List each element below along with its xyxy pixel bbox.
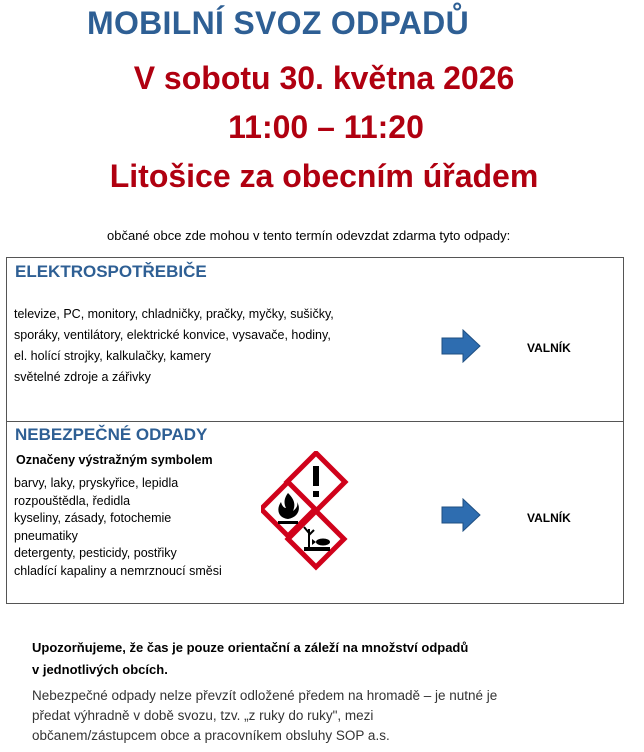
intro-text: občané obce zde mohou v tento termín odevzdat zdarma tyto odpady: (107, 228, 511, 243)
list-item: el. holící strojky, kalkulačky, kamery (14, 349, 211, 363)
section-electronics (6, 257, 624, 422)
item-list (14, 475, 222, 580)
list-item: sporáky, ventilátory, elektrické konvice, vysavače, hodiny, (14, 328, 331, 342)
section-subtitle: Označeny výstražným symbolem (16, 453, 213, 467)
arrow-right-icon (441, 329, 481, 363)
list-item: kyseliny, zásady, fotochemie (14, 511, 172, 525)
event-date: V sobotu 30. května 2026 (133, 60, 515, 96)
notice-line: občanem/zástupcem obce a pracovníkem obsluhy SOP a.s. (32, 728, 390, 743)
event-place: Litošice za obecním úřadem (109, 158, 539, 194)
list-item: světelné zdroje a zářivky (14, 370, 151, 384)
arrow-right-icon (441, 498, 481, 532)
section-title: NEBEZPEČNÉ ODPADY (15, 425, 208, 444)
notice-line: Nebezpečné odpady nelze převzít odložené předem na hromadě – je nutné je (32, 688, 498, 703)
page-title: MOBILNÍ SVOZ ODPADŮ (87, 5, 469, 41)
hazard-symbols (261, 451, 371, 571)
notice-line: v jednotlivých obcích. (32, 662, 168, 677)
list-item: barvy, laky, pryskyřice, lepidla (14, 476, 179, 490)
notice-line: Upozorňujeme, že čas je pouze orientační a záleží na množství odpadů (32, 640, 469, 655)
list-item: televize, PC, monitory, chladničky, pračky, myčky, sušičky, (14, 307, 334, 321)
notice-text (32, 686, 572, 746)
list-item: chladící kapaliny a nemrznoucí směsi (14, 563, 222, 578)
list-item: rozpouštědla, ředidla (14, 493, 131, 508)
section-hazardous (6, 421, 624, 604)
destination-label: VALNÍK (527, 341, 571, 355)
notice-bold (32, 637, 552, 681)
section-title: ELEKTROSPOTŘEBIČE (15, 262, 207, 281)
list-item: detergenty, pesticidy, postřiky (14, 546, 177, 560)
item-list (14, 304, 334, 388)
event-time: 11:00 – 11:20 (228, 109, 424, 145)
destination-label: VALNÍK (527, 511, 571, 525)
notice-line: předat výhradně v době svozu, tzv. „z ruky do ruky", mezi (32, 708, 374, 723)
list-item: pneumatiky (14, 528, 78, 543)
